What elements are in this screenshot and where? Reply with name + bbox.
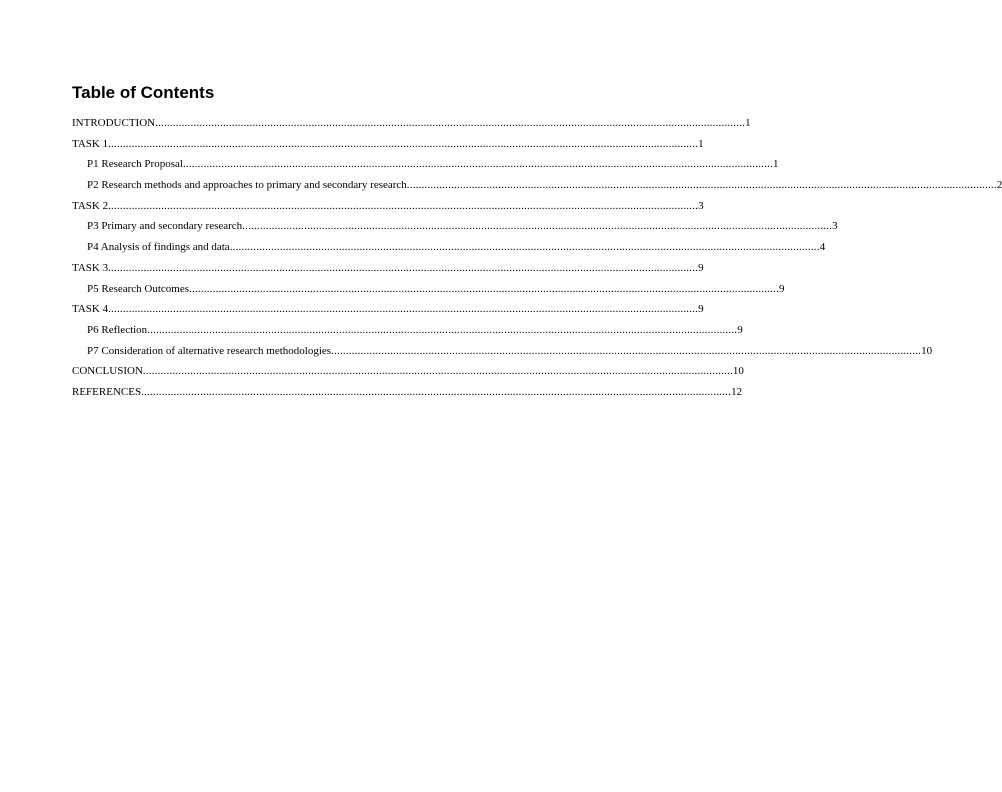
toc-entry-label: P3 Primary and secondary research xyxy=(87,220,243,233)
toc-entry-label: INTRODUCTION xyxy=(72,117,156,129)
toc-entry-label: P6 Reflection xyxy=(87,323,148,336)
table-of-contents xyxy=(72,116,1002,406)
toc-entry-label: TASK 3 xyxy=(72,261,109,274)
toc-entry-p3[interactable] xyxy=(72,219,838,240)
toc-dot-leader: ........................................................................................................................................................................................................ xyxy=(406,179,997,192)
toc-entry-label: TASK 1 xyxy=(72,137,109,150)
toc-entry-label: P1 Research Proposal xyxy=(87,158,183,171)
toc-entry-label: P5 Research Outcomes xyxy=(87,282,190,295)
toc-entry-task-2[interactable] xyxy=(72,199,704,220)
toc-entry-label: REFERENCES xyxy=(72,385,142,398)
toc-entry-page: 4 xyxy=(819,241,826,254)
toc-entry-page: 3 xyxy=(832,220,838,233)
toc-entry-page: 9 xyxy=(698,303,704,316)
toc-entry-introduction[interactable] xyxy=(72,116,751,137)
toc-dot-leader: ........................................................................................................................................................................................................ xyxy=(108,199,699,212)
toc-entry-page: 9 xyxy=(737,323,743,336)
toc-entry-page: 2 xyxy=(996,179,1002,192)
toc-entry-p4[interactable] xyxy=(72,240,826,261)
toc-entry-page: 1 xyxy=(772,158,779,171)
toc-entry-label: P7 Consideration of alternative research methodologies xyxy=(87,344,332,357)
toc-entry-label: P4 Analysis of findings and data xyxy=(87,241,230,254)
toc-entry-references[interactable] xyxy=(72,385,743,406)
toc-entry-page: 9 xyxy=(698,261,704,274)
toc-dot-leader: ........................................................................................................................................................................................................ xyxy=(141,385,732,398)
toc-entry-label: P2 Research methods and approaches to primary and secondary research xyxy=(87,179,407,192)
toc-dot-leader: ........................................................................................................................................................................................................ xyxy=(242,220,833,233)
toc-dot-leader: ........................................................................................................................................................................................................ xyxy=(142,365,733,378)
toc-entry-task-4[interactable] xyxy=(72,302,704,323)
toc-dot-leader: ........................................................................................................................................................................................................ xyxy=(331,344,922,357)
toc-entry-p6[interactable] xyxy=(72,323,743,344)
toc-entry-p7[interactable] xyxy=(72,344,933,365)
toc-entry-label: TASK 4 xyxy=(72,303,109,316)
toc-dot-leader: ........................................................................................................................................................................................................ xyxy=(189,282,780,295)
toc-entry-task-1[interactable] xyxy=(72,137,704,158)
toc-entry-page: 10 xyxy=(921,344,933,357)
toc-dot-leader: ........................................................................................................................................................................................................ xyxy=(108,137,699,150)
toc-entry-p2[interactable] xyxy=(72,178,1002,199)
toc-dot-leader: ........................................................................................................................................................................................................ xyxy=(229,241,820,254)
toc-entry-page: 12 xyxy=(731,385,743,398)
toc-entry-page: 9 xyxy=(779,282,785,295)
toc-dot-leader: ........................................................................................................................................................................................................ xyxy=(108,303,699,316)
toc-dot-leader: ........................................................................................................................................................................................................ xyxy=(147,323,738,336)
toc-dot-leader: ........................................................................................................................................................................................................ xyxy=(155,117,746,129)
toc-entry-p1[interactable] xyxy=(72,157,779,178)
toc-heading: Table of Contents xyxy=(72,83,215,102)
toc-entry-page: 1 xyxy=(698,137,704,150)
toc-entry-label: TASK 2 xyxy=(72,199,109,212)
toc-entry-label: CONCLUSION xyxy=(72,365,143,378)
toc-dot-leader: ........................................................................................................................................................................................................ xyxy=(182,158,773,171)
toc-dot-leader: ........................................................................................................................................................................................................ xyxy=(108,261,699,274)
toc-entry-page: 1 xyxy=(745,117,751,129)
toc-entry-conclusion[interactable] xyxy=(72,364,744,385)
toc-entry-page: 10 xyxy=(732,365,744,378)
toc-entry-p5[interactable] xyxy=(72,282,785,303)
toc-entry-page: 3 xyxy=(698,199,704,212)
toc-entry-task-3[interactable] xyxy=(72,261,704,282)
